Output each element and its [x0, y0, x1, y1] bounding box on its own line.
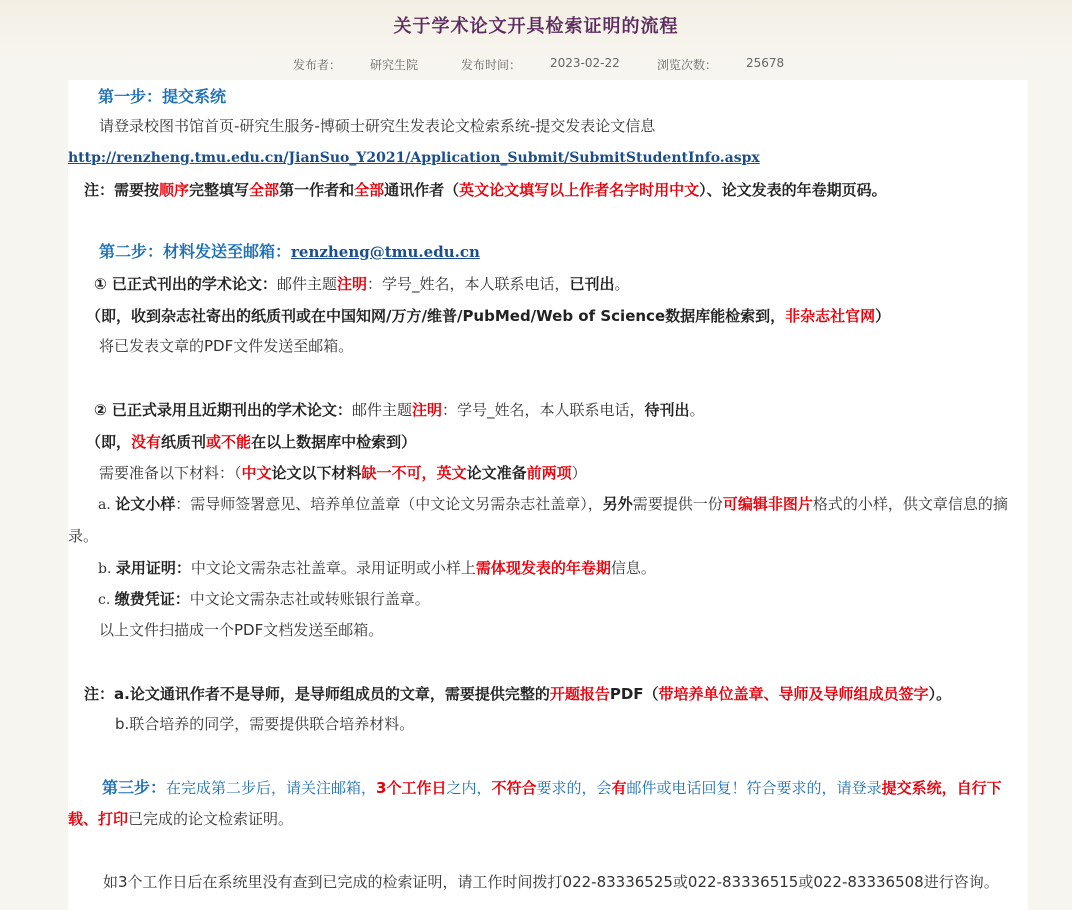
- item1-title: ① 已正式刊出的学术论文：: [94, 275, 277, 293]
- item1-cond-end: ）: [875, 307, 891, 325]
- step3-paragraph: [68, 772, 1028, 835]
- material-a-text: ：需导师签署意见、培养单位盖章（中文论文另需杂志社盖章），: [175, 495, 603, 513]
- material-c: [98, 589, 430, 610]
- note2-emph: 开题报告: [549, 685, 610, 703]
- email-link[interactable]: renzheng@tmu.edu.cn: [291, 243, 480, 261]
- step3-emph: 不符合: [491, 779, 537, 797]
- material-b: [98, 558, 656, 579]
- item1-subject-end: 已刊出: [569, 275, 615, 293]
- step1-note: [84, 180, 887, 200]
- item1-subject: 邮件主题: [276, 275, 337, 293]
- item1-send: 将已发表文章的PDF文件发送至邮箱。: [99, 337, 354, 355]
- step3-text: 请关注邮箱，: [286, 779, 377, 797]
- publisher-label: 发布者：: [293, 58, 342, 72]
- material-c-title: 缴费凭证：: [114, 590, 190, 608]
- item2-period: 。: [689, 401, 705, 419]
- item2-subject-end: 待刊出: [644, 401, 690, 419]
- item1-condition: [86, 306, 890, 326]
- step3-text: 请登录: [836, 779, 882, 797]
- prep-text: ）: [571, 464, 587, 482]
- step3-text-end: 已完成的论文检索证明。: [128, 810, 294, 828]
- material-a-text: 格式的小样，供文章信息的摘录。: [68, 495, 1008, 545]
- article-body: [68, 80, 1028, 910]
- step3-emph: 3个工作日: [376, 779, 447, 797]
- cond-text: 在以上数据库中检索到）: [251, 433, 417, 451]
- footer-note: 如3个工作日后在系统里没有查到已完成的检索证明，请工作时间拨打022-83336525或022-83336515或022-83336508进行咨询。: [103, 873, 999, 891]
- system-url-link[interactable]: http://renzheng.tmu.edu.cn/JianSuo_Y2021/Application_Submit/SubmitStudentInfo.aspx: [68, 150, 760, 166]
- note-emph: 英文论文填写以上作者名字时用中文: [459, 181, 700, 199]
- step3-text: 在完成第二步后，: [166, 779, 287, 797]
- note2-text: ）。: [928, 685, 952, 703]
- note-emph: 全部: [354, 181, 385, 199]
- note-text: 通讯作者（: [384, 181, 460, 199]
- item1-line: [94, 274, 630, 294]
- prep-text: 需要准备以下材料：（: [99, 464, 242, 482]
- cond-text: （即，: [86, 433, 132, 451]
- material-c-text: 中文论文需杂志社或转账银行盖章。: [189, 590, 430, 608]
- material-a: [68, 489, 1028, 552]
- step3-text: 邮件或电话回复！符合要求的，: [626, 779, 837, 797]
- note2-emph: 带培养单位盖章、导师及导师组成员签字: [658, 685, 929, 703]
- prep-bold: 论文以下材料: [271, 464, 362, 482]
- views-value: 25678: [746, 56, 785, 70]
- material-b-label: b.: [98, 561, 116, 577]
- step3-emph: 有: [611, 779, 627, 797]
- date-label: 发布时间：: [461, 58, 522, 72]
- cond-emph: 没有: [131, 433, 162, 451]
- note-text: 注：需要按: [84, 181, 160, 199]
- item1-cond-text: （即，收到杂志社寄出的纸质刊或在中国知网/万方/维普/PubMed/Web of Science数据库能检索到，: [86, 307, 786, 325]
- material-a-title: 论文小样: [115, 495, 176, 513]
- item1-subject-text: ：学号_姓名，本人联系电话，: [366, 275, 570, 293]
- note-text: 完整填写: [189, 181, 250, 199]
- cond-emph: 或不能: [206, 433, 252, 451]
- material-c-label: c.: [98, 592, 115, 608]
- item2-subject: 邮件主题: [351, 401, 412, 419]
- publisher-value: 研究生院: [370, 58, 419, 72]
- prep-emph: 缺一不可，英文: [361, 464, 467, 482]
- scan-instruction: 以上文件扫描成一个PDF文档发送至邮箱。: [99, 621, 384, 639]
- material-b-text: 中文论文需杂志社盖章。录用证明或小样上: [190, 559, 476, 577]
- material-a-text: 需要提供一份: [632, 495, 723, 513]
- step2-heading-line: [99, 242, 480, 262]
- item2-title: ② 已正式录用且近期刊出的学术论文：: [94, 401, 352, 419]
- material-a-label: a.: [98, 497, 116, 513]
- step3-text: 要求的，会: [536, 779, 612, 797]
- prep-emph: 中文: [241, 464, 272, 482]
- material-a-bold: 另外: [602, 495, 633, 513]
- note-text: ）、论文发表的年卷期页码。: [699, 181, 887, 199]
- item1-cond-red: 非杂志社官网: [785, 307, 876, 325]
- item2-subject-text: ：学号_姓名，本人联系电话，: [441, 401, 645, 419]
- step2-heading: 第二步：材料发送至邮箱：: [99, 242, 292, 261]
- note2-text: PDF（: [609, 685, 659, 703]
- prep-bold: 论文准备: [466, 464, 527, 482]
- note2-text: 注：a.论文通讯作者不是导师，是导师组成员的文章，需要提供完整的: [84, 685, 550, 703]
- prep-line: [99, 463, 587, 483]
- item2-line: [94, 400, 705, 420]
- step1-heading: 第一步：提交系统: [98, 87, 227, 106]
- note2-a: [84, 684, 951, 704]
- item1-period: 。: [614, 275, 630, 293]
- note-emph: 顺序: [159, 181, 190, 199]
- step3-text: 之内，: [446, 779, 492, 797]
- cond-text: 纸质刊: [161, 433, 207, 451]
- item2-condition: [86, 432, 416, 452]
- date-value: 2023-02-22: [550, 56, 620, 70]
- note2-b: b.联合培养的同学，需要提供联合培养材料。: [115, 715, 415, 733]
- item1-subject-note: 注明: [336, 275, 367, 293]
- material-b-title: 录用证明：: [115, 559, 191, 577]
- step1-instruction: 请登录校图书馆首页-研究生服务-博硕士研究生发表论文检索系统-提交发表论文信息: [99, 117, 656, 135]
- page-title: 关于学术论文开具检索证明的流程: [393, 16, 679, 37]
- step3-emph: 提交系统，自行下载、打印: [68, 779, 1002, 828]
- material-b-emph: 需体现发表的年卷期: [475, 559, 611, 577]
- prep-emph: 前两项: [526, 464, 572, 482]
- material-a-emph: 可编辑非图片: [722, 495, 813, 513]
- step3-heading: 第三步：: [102, 778, 167, 797]
- note-text: 第一作者和: [279, 181, 355, 199]
- material-b-text: 信息。: [610, 559, 656, 577]
- item2-subject-note: 注明: [411, 401, 442, 419]
- note-emph: 全部: [249, 181, 280, 199]
- views-label: 浏览次数：: [657, 58, 718, 72]
